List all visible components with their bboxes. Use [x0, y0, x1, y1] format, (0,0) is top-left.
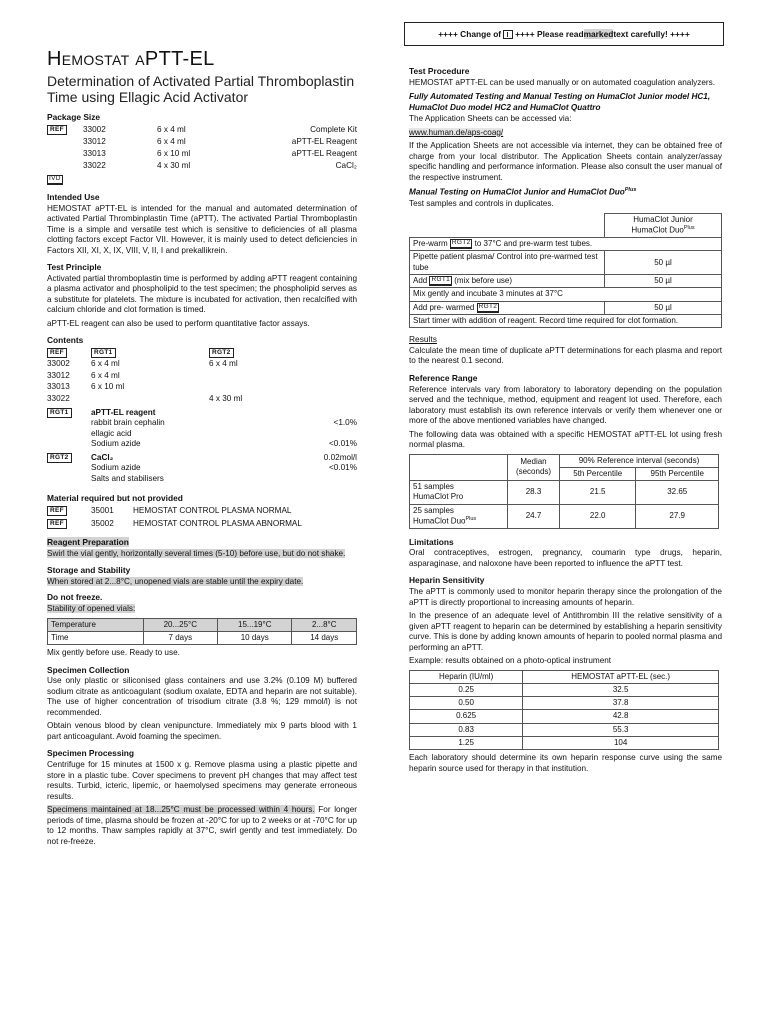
- app-text: The Application Sheets can be accessed via:: [409, 114, 572, 124]
- package-row: 33022 4 x 30 ml CaCl₂: [83, 160, 357, 170]
- storage-heading: Storage and Stability: [47, 565, 131, 576]
- procedure-table: [409, 213, 722, 328]
- table-row: 0.50 37.8: [410, 697, 719, 710]
- ivd-symbol: IVD: [47, 175, 63, 185]
- manual-icon: [503, 30, 513, 39]
- table-row: 5th Percentile 95th Percentile: [410, 467, 719, 480]
- limitations-heading: Limitations: [409, 536, 454, 547]
- processing-text: Centrifuge for 15 minutes at 1500 x g. Remove plasma using a plastic pipette and store in a plastic tube. Cover specimens to prevent pH changes that may affect test results. Turbid, icteric, lipemic, or haemolysed specimens may generate erroneous results.: [47, 760, 357, 801]
- material-row: REF 35002 HEMOSTAT CONTROL PLASMA ABNORMAL: [47, 518, 357, 531]
- intended-heading: Intended Use: [47, 191, 100, 202]
- table-row: Median (seconds) 90% Reference interval (seconds): [410, 454, 719, 467]
- table-row: Time 7 days 10 days 14 days: [48, 631, 357, 644]
- ref-symbol: REF: [47, 348, 67, 358]
- prep-text: Swirl the vial gently, horizontally several times (5-10) before use, but do not shake.: [47, 548, 346, 558]
- principle-text: Activated partial thromboplastin time is performed by adding aPTT reagent containing a plasma activator and phospholipid to the test specimen; the phospholipid serves as a substitute for platelets. The mixture is incubated for activation, then recalcified with calcium chloride and clot formation is timed.: [47, 273, 357, 315]
- table-row: Mix gently and incubate 3 minutes at 37°C: [410, 288, 722, 301]
- table-row: Temperature 20...25°C 15...19°C 2...8°C: [48, 618, 357, 631]
- material-heading: Material required but not provided: [47, 493, 183, 504]
- collection-heading: Specimen Collection: [47, 664, 130, 675]
- material-row: REF 35001 HEMOSTAT CONTROL PLASMA NORMAL: [47, 505, 357, 518]
- rgt2-symbol: RGT2: [47, 453, 72, 463]
- processing-heading: Specimen Processing: [47, 748, 135, 759]
- table-row: 0.625 42.8: [410, 710, 719, 723]
- results-heading: Results: [409, 334, 437, 345]
- heparin-text-3: Each laboratory should determine its own heparin response curve using the same heparin source used for therapy in that institution.: [409, 753, 722, 773]
- ref-symbol: REF: [47, 506, 67, 516]
- rgt2-symbol: RGT2: [450, 239, 473, 249]
- page-title: Hemostat aPTT-EL: [47, 48, 215, 70]
- left-column: [47, 48, 357, 847]
- contents-row: 33022 4 x 30 ml: [47, 393, 243, 403]
- package-table: [47, 124, 357, 186]
- processing-text-2: Specimens maintained at 18...25°C must be processed within 4 hours. For longer periods of time, plasma should be frozen at -20°C for up to 2 weeks or at -70°C for up to 12 months. Thaw samples rapidly at 37°C, swirl gently and test immediately. Do not re-freeze.: [47, 805, 357, 846]
- table-row: HumaClot Junior HumaClot Duo$^{Plus}$: [410, 213, 722, 237]
- procedure-heading: Test Procedure: [409, 66, 470, 76]
- heparin-text-2: In the presence of an adequate level of Antithrombin III the relative sensitivity of a given aPTT reagent to heparin can be determined by establishing a heparin sensitivity curve. This is done by adding known amounts of heparin to pooled normal plasma and performing an aPTT.: [409, 611, 722, 652]
- reference-table: [409, 454, 719, 529]
- storage-text: When stored at 2...8°C, unopened vials are stable until the expiry date.: [47, 576, 304, 586]
- results-text: Calculate the mean time of duplicate aPTT determinations for each plasma and report to the nearest 0.1 second.: [409, 345, 722, 366]
- auto-heading: Fully Automated Testing and Manual Testing on HumaClot Junior model HC1, HumaClot Duo model HC2 and HumaClot Quattro: [409, 92, 711, 112]
- table-row: 0.83 55.3: [410, 723, 719, 736]
- intended-text: HEMOSTAT aPTT-EL is intended for the manual and automated determination of activated Partial Thrombinplastin Time (aPTT). The activated Partial Thromboplastin Time is a simple and versatile test which is sensitive to deficiencies of all plasma clotting factors except Factor VII. However, it is mainly used to detect deficiencies in Factors XII, XI, X, IX, VIII, V, II, I and prekallikrein.: [47, 203, 357, 255]
- change-notice: ++++ Change of ++++ Please read marked text carefully! ++++: [404, 22, 724, 46]
- application-sheets-link[interactable]: www.human.de/aps-coag/: [409, 127, 504, 137]
- page-subtitle: Determination of Activated Partial Thromboplastin Time using Ellagic Acid Activator: [47, 73, 355, 106]
- table-row: 1.25 104: [410, 736, 719, 749]
- package-row: 33012 6 x 4 ml aPTT-EL Reagent: [83, 136, 357, 146]
- opened-label: Stability of opened vials:: [47, 604, 136, 614]
- principle-text-2: aPTT-EL reagent can also be used to perform quantitative factor assays.: [47, 318, 310, 328]
- ref-symbol: REF: [47, 125, 67, 135]
- package-row: 33013 6 x 10 ml aPTT-EL Reagent: [83, 148, 357, 158]
- stability-table: [47, 618, 357, 645]
- table-row: Pre-warm RGT2 to 37°C and pre-warm test tubes.: [410, 238, 722, 251]
- limitations-text: Oral contraceptives, estrogen, pregnancy, coumarin type drugs, heparin, asparaginase, and naloxone have been reported to influence the aPTT test.: [409, 548, 722, 568]
- duplicates-note: Test samples and controls in duplicates.: [409, 199, 554, 209]
- rgt2-symbol: RGT2: [209, 348, 234, 358]
- reference-heading: Reference Range: [409, 372, 478, 383]
- principle-heading: Test Principle: [47, 262, 102, 273]
- table-row: 51 samples HumaClot Pro 28.3 21.5 32.65: [410, 481, 719, 504]
- contents-row: 33012 6 x 4 ml: [47, 370, 120, 380]
- collection-text: Use only plastic or siliconised glass containers and use 3.2% (0.109 M) buffered sodium citrate as anticoagulant (sodium oxalate, EDTA and heparin are not suitable). The use of higher concentration of trisodium citrate (3.8 %; 129 mmol/l) is not recommended.: [47, 676, 357, 717]
- rgt2-composition: RGT2 CaCl₂ 0.02mol/l Sodium azide <0.01% Salts and stabilisers: [47, 453, 357, 485]
- procedure-text: HEMOSTAT aPTT-EL can be used manually or on automated coagulation analyzers.: [409, 77, 715, 87]
- package-heading: Package Size: [47, 112, 101, 123]
- contents-table: [47, 347, 357, 405]
- contents-heading: Contents: [47, 335, 84, 346]
- contents-row: 33002 6 x 4 ml 6 x 4 ml: [47, 359, 238, 369]
- reference-text-2: The following data was obtained with a specific HEMOSTAT aPTT-EL lot using fresh normal plasma.: [409, 429, 722, 450]
- right-column: [409, 66, 722, 774]
- contents-row: 33013 6 x 10 ml: [47, 382, 125, 392]
- ref-symbol: REF: [47, 519, 67, 529]
- heparin-heading: Heparin Sensitivity: [409, 575, 485, 586]
- table-row: Start timer with addition of reagent. Record time required for clot formation.: [410, 314, 722, 327]
- freeze-note: Do not freeze.: [47, 592, 103, 603]
- rgt2-symbol: RGT2: [477, 303, 500, 313]
- table-row: 0.25 32.5: [410, 683, 719, 696]
- package-row: REF 33002 6 x 4 ml Complete Kit: [47, 124, 357, 136]
- table-row: 25 samples HumaClot Duo$^{Plus}$ 24.7 22.0 27.9: [410, 504, 719, 528]
- heparin-text: The aPTT is commonly used to monitor heparin therapy since the prolongation of the aPTT is directly proportional to increasing amounts of heparin.: [409, 587, 722, 607]
- reference-text: Reference intervals vary from laboratory to laboratory depending on the population served and the technique, method, equipment and reagent lot used. Therefore, each laboratory must establish its own reference intervals or verify them whenever one or more of the above mentioned variables have changed.: [409, 384, 722, 426]
- heparin-table: [409, 670, 719, 750]
- table-row: Heparin (IU/ml) HEMOSTAT aPTT-EL (sec.): [410, 670, 719, 683]
- mix-note: Mix gently before use. Ready to use.: [47, 648, 180, 658]
- prep-heading: Reagent Preparation: [47, 536, 129, 547]
- manual-heading: Manual Testing on HumaClot Junior and HumaClot Duo$^{Plus}$: [409, 187, 637, 197]
- rgt1-symbol: RGT1: [429, 276, 452, 286]
- heparin-example: Example: results obtained on a photo-optical instrument: [409, 656, 612, 666]
- rgt1-symbol: RGT1: [91, 348, 116, 358]
- table-row: Pipette patient plasma/ Control into pre-warmed test tube 50 µl: [410, 251, 722, 274]
- table-row: Add pre- warmed RGT2 50 µl: [410, 301, 722, 314]
- collection-text-2: Obtain venous blood by clean venipuncture. Immediately mix 9 parts blood with 1 part anticoagulant. Avoid foaming the specimen.: [47, 721, 357, 741]
- rgt1-composition: RGT1 aPTT-EL reagent rabbit brain cephalin <1.0% ellagic acid Sodium azide <0.01%: [47, 408, 357, 450]
- app-text-2: If the Application Sheets are not accessible via internet, they can be obtained free of charge from your local distributor. The Application Sheets contain analyzer/assay specific handling and performance information. Please also consult the user manual of the respective instrument.: [409, 141, 722, 182]
- rgt1-symbol: RGT1: [47, 408, 72, 418]
- table-row: Add RGT1 (mix before use) 50 µl: [410, 274, 722, 287]
